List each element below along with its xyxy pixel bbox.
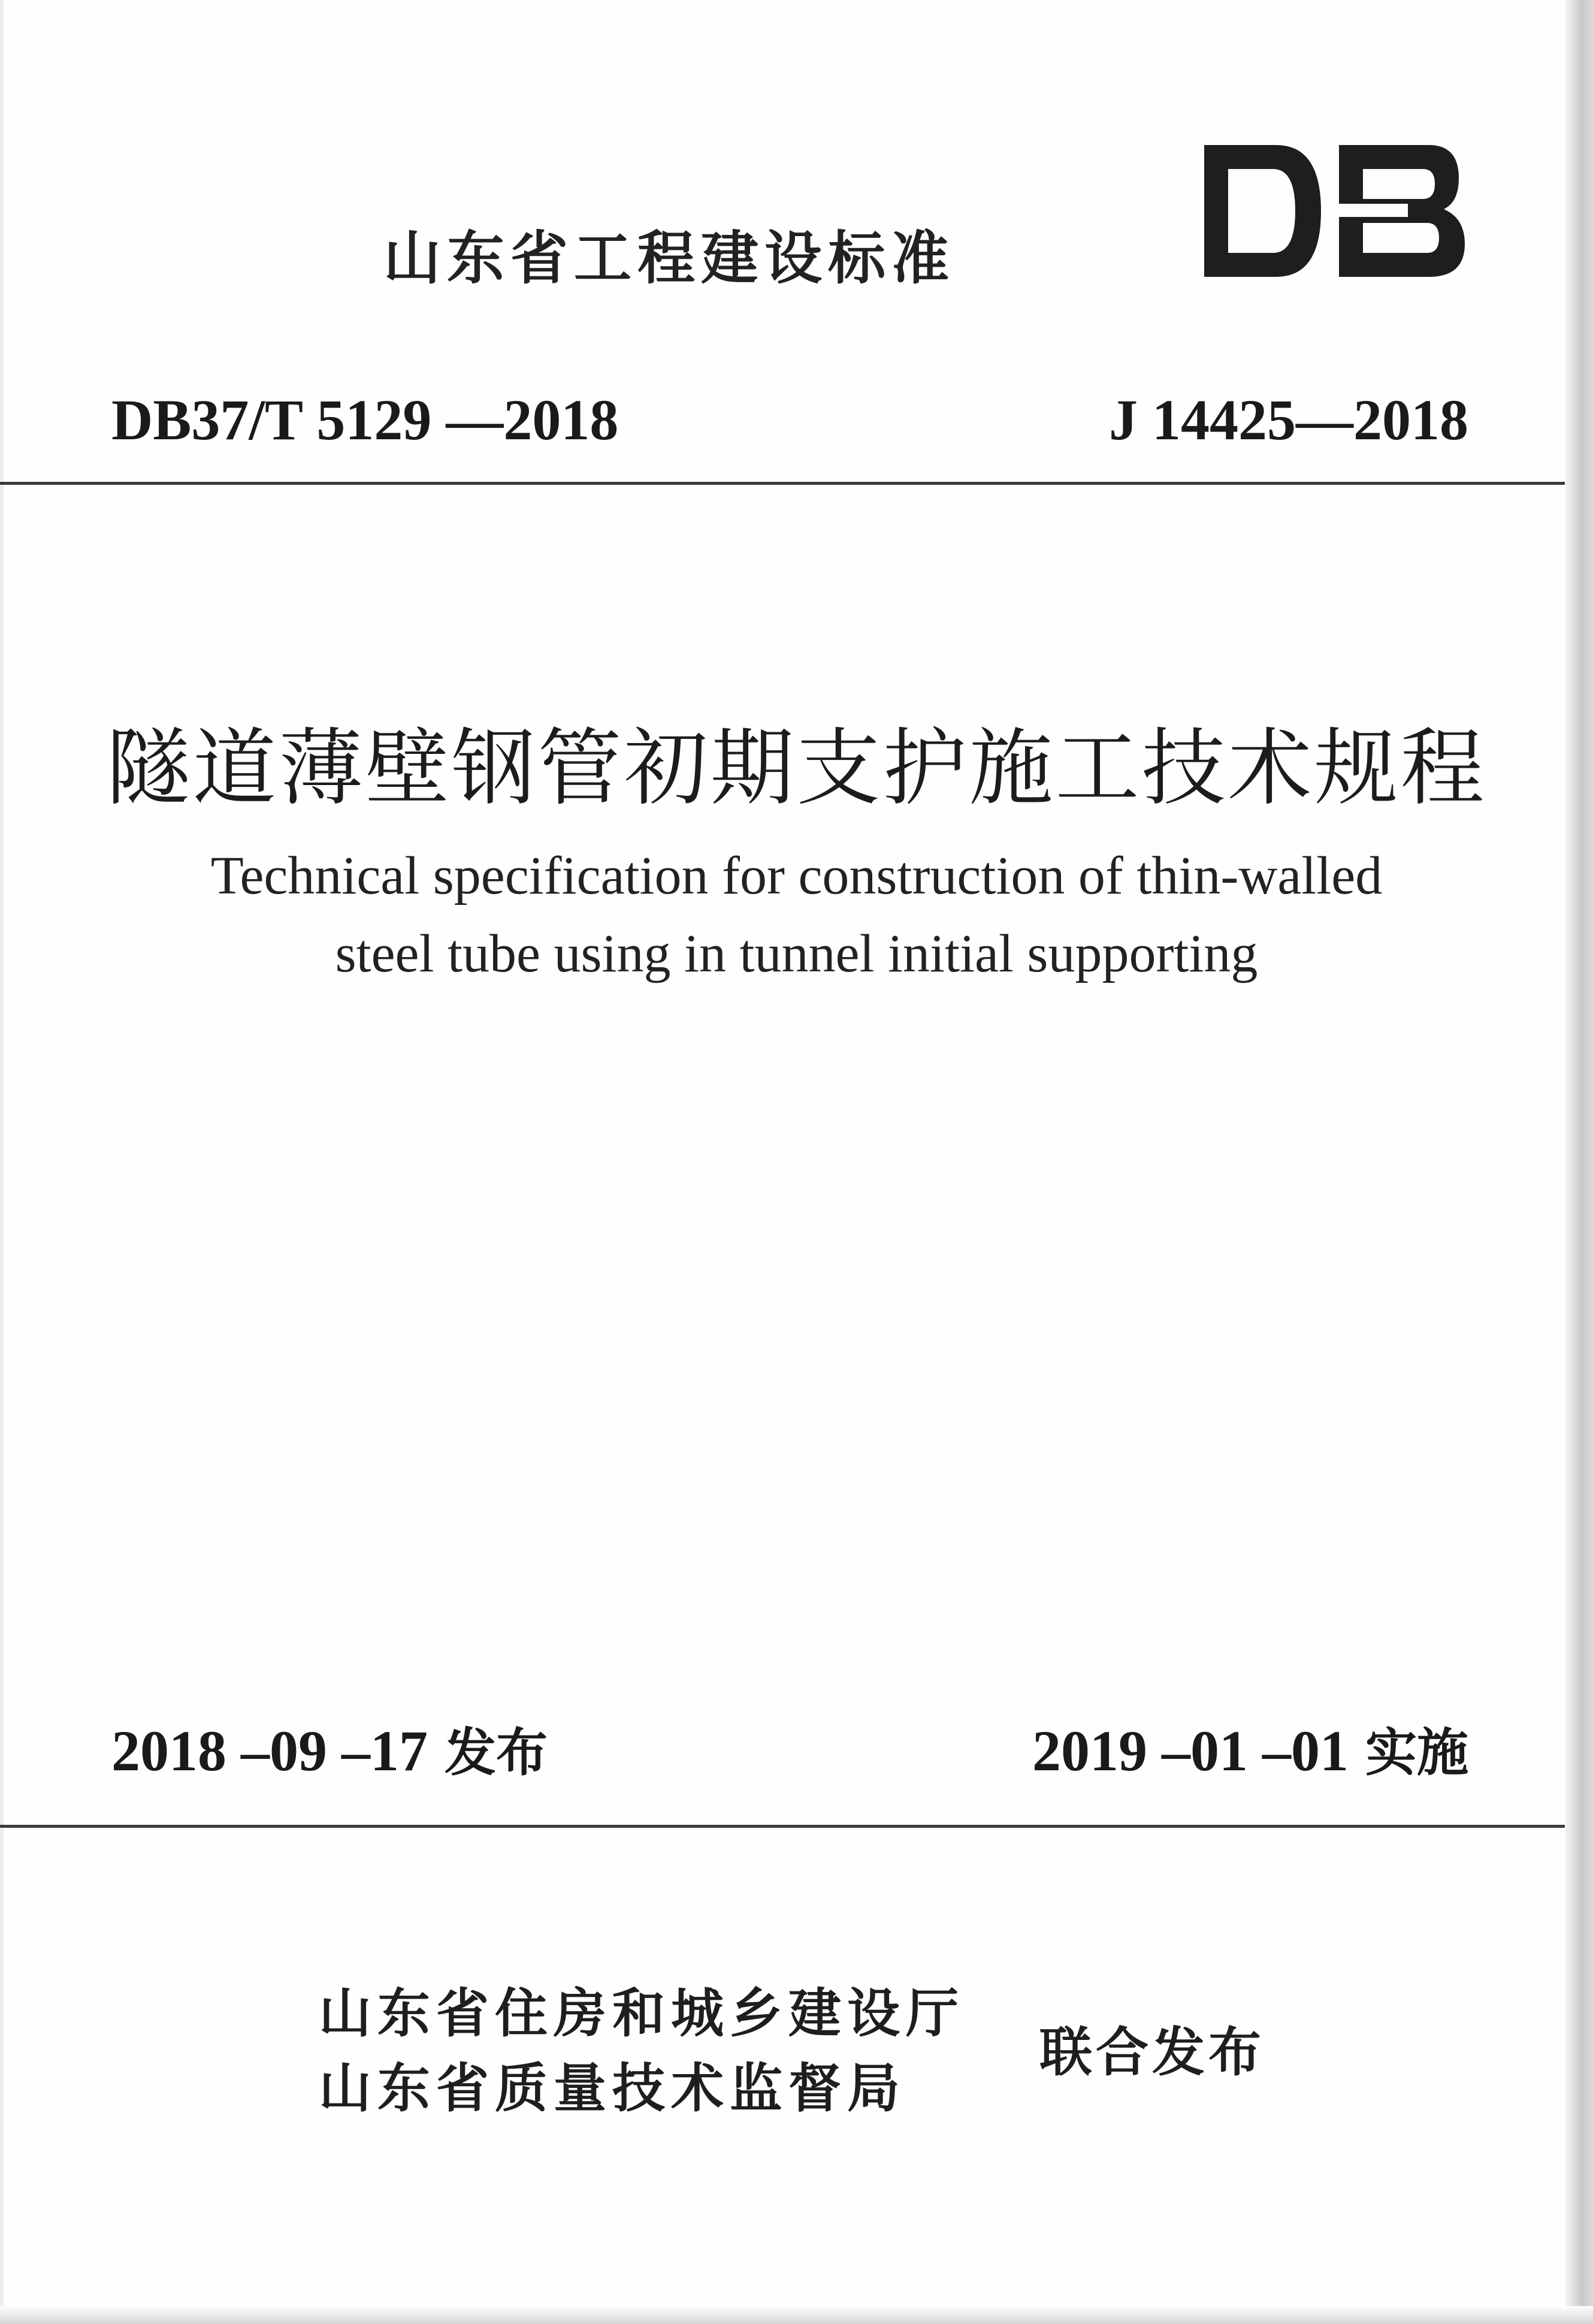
standard-number: DB37/T 5129 —2018 (111, 388, 619, 452)
effective-date: 2019 –01 –01 (1032, 1719, 1349, 1783)
joint-release-label: 联合发布 (1039, 2021, 1265, 2083)
english-title-line-2: steel tube using in tunnel initial supporting (335, 924, 1258, 983)
standard-series-title: 山东省工程建设标准 (383, 225, 955, 292)
page-edge-right (1565, 0, 1593, 2324)
english-title-line-1: Technical specification for construction of thin-walled (210, 846, 1383, 906)
issuer-housing-department: 山东省住房和城乡建设厅 (319, 1982, 965, 2044)
publish-label: 发布 (445, 1723, 548, 1783)
registration-number: J 14425—2018 (1109, 388, 1468, 452)
db-logo (1192, 139, 1474, 283)
page-edge-left (0, 0, 4, 2324)
top-divider (0, 482, 1565, 485)
effective-date-block (1032, 1711, 1468, 1785)
publish-date-block (111, 1711, 548, 1785)
effective-label: 实施 (1365, 1723, 1468, 1783)
bottom-divider (0, 1825, 1565, 1828)
publish-date: 2018 –09 –17 (111, 1719, 428, 1783)
page-edge-bottom (0, 2306, 1593, 2324)
issuer-quality-bureau: 山东省质量技术监督局 (319, 2057, 906, 2119)
chinese-title: 隧道薄壁钢管初期支护施工技术规程 (106, 720, 1487, 817)
